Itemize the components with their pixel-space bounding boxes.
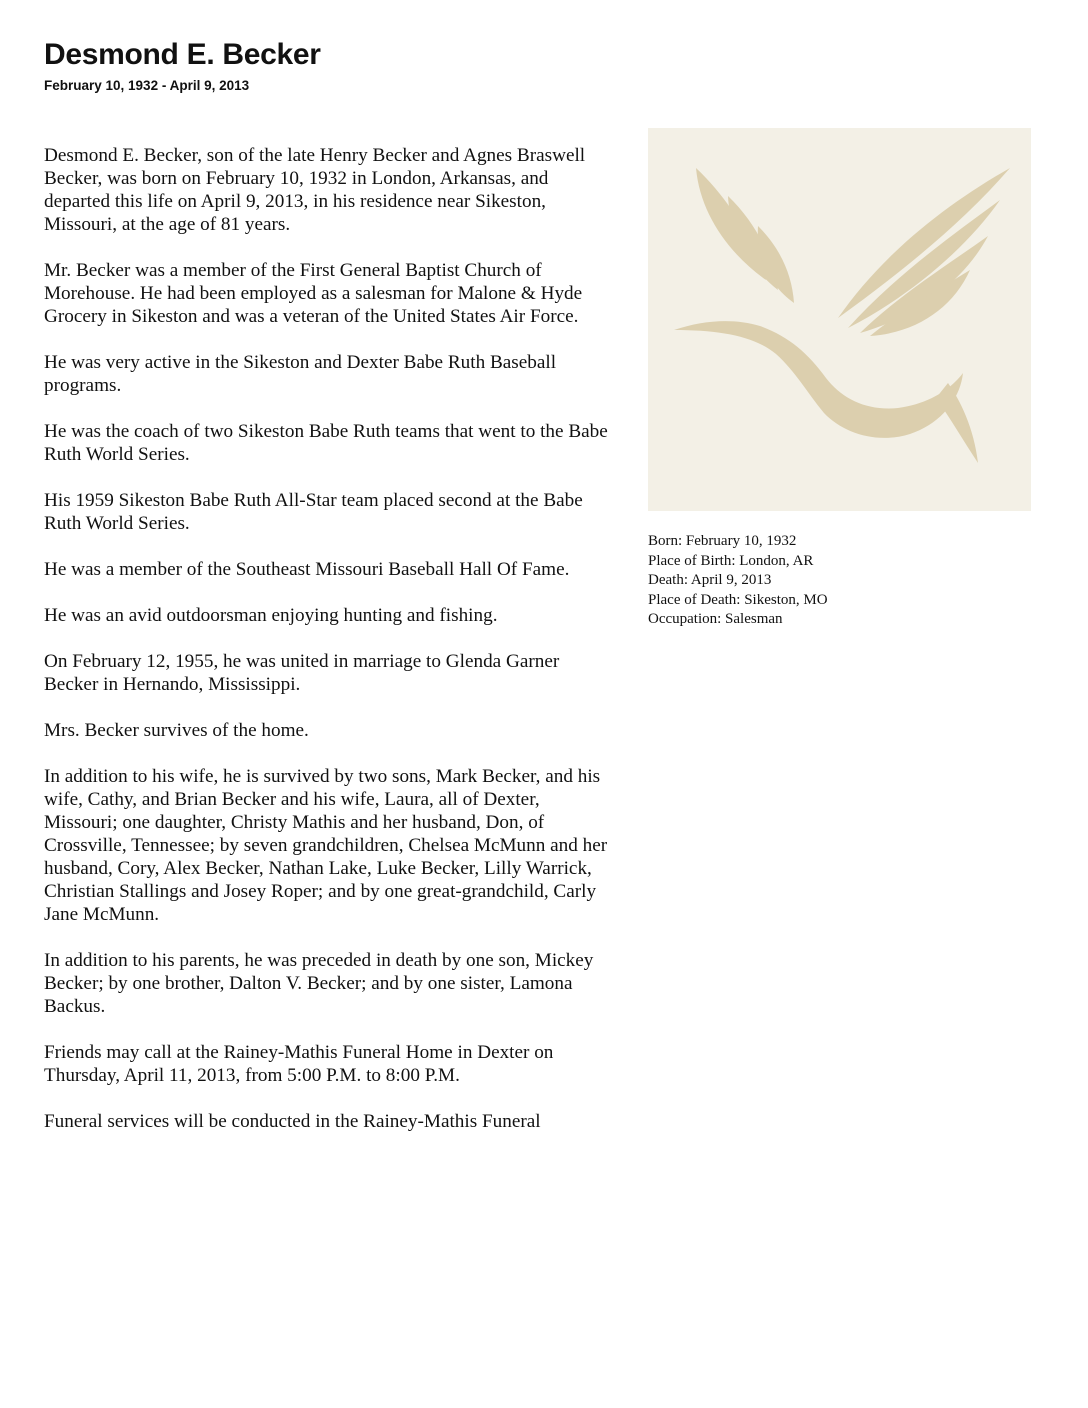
- obituary-paragraph: He was very active in the Sikeston and Dexter Babe Ruth Baseball programs.: [44, 352, 557, 396]
- obituary-paragraph: He was the coach of two Sikeston Babe Ruth teams that went to the Babe Ruth World Series.: [44, 421, 608, 465]
- obituary-paragraph: In addition to his wife, he is survived by two sons, Mark Becker, and his wife, Cathy, and Brian Becker and his wife, Laura, all of Dexter, Missouri; one daughter, Christy Mathis and her husband, Don, of Crossville, Tennessee; by seven grandchildren, Chelsea McMunn and her husband, Cory, Alex Becker, Nathan Lake, Luke Becker, Lilly Warrick, Christian Stallings and Josey Roper; and by one great-grandchild, Carly Jane McMunn.: [44, 766, 608, 925]
- obituary-paragraph: Mrs. Becker survives of the home.: [44, 720, 309, 741]
- fact-born: Born: February 10, 1932: [648, 533, 797, 549]
- fact-place-of-death: Place of Death: Sikeston, MO: [648, 591, 828, 608]
- fact-place-of-birth: Place of Birth: London, AR: [648, 552, 814, 569]
- obituary-paragraph: He was an avid outdoorsman enjoying hunting and fishing.: [44, 605, 498, 626]
- page-title: Desmond E. Becker: [44, 38, 321, 71]
- dove-icon: [648, 128, 1031, 511]
- fact-death: Death: April 9, 2013: [648, 572, 772, 589]
- obituary-paragraph: Funeral services will be conducted in the Rainey-Mathis Funeral: [44, 1111, 541, 1132]
- obituary-paragraph: In addition to his parents, he was preceded in death by one son, Mickey Becker; by one brother, Dalton V. Becker; and by one sister, Lamona Backus.: [44, 950, 594, 1017]
- fact-occupation: Occupation: Salesman: [648, 611, 783, 628]
- obituary-body: [44, 144, 610, 1156]
- obituary-paragraph: He was a member of the Southeast Missouri Baseball Hall Of Fame.: [44, 559, 570, 580]
- life-dates: February 10, 1932 - April 9, 2013: [44, 78, 250, 93]
- dove-image: [648, 128, 1031, 511]
- facts-list: [648, 532, 1031, 630]
- obituary-paragraph: On February 12, 1955, he was united in marriage to Glenda Garner Becker in Hernando, Mississippi.: [44, 651, 560, 695]
- obituary-paragraph: Friends may call at the Rainey-Mathis Funeral Home in Dexter on Thursday, April 11, 2013, from 5:00 P.M. to 8:00 P.M.: [44, 1042, 554, 1086]
- obituary-paragraph: Desmond E. Becker, son of the late Henry Becker and Agnes Braswell Becker, was born on February 10, 1932 in London, Arkansas, and departed this life on April 9, 2013, in his residence near Sikeston, Missouri, at the age of 81 years.: [44, 145, 586, 235]
- obituary-paragraph: His 1959 Sikeston Babe Ruth All-Star team placed second at the Babe Ruth World Series.: [44, 490, 583, 534]
- obituary-paragraph: Mr. Becker was a member of the First General Baptist Church of Morehouse. He had been employed as a salesman for Malone & Hyde Grocery in Sikeston and was a veteran of the United States Air Force.: [44, 260, 583, 327]
